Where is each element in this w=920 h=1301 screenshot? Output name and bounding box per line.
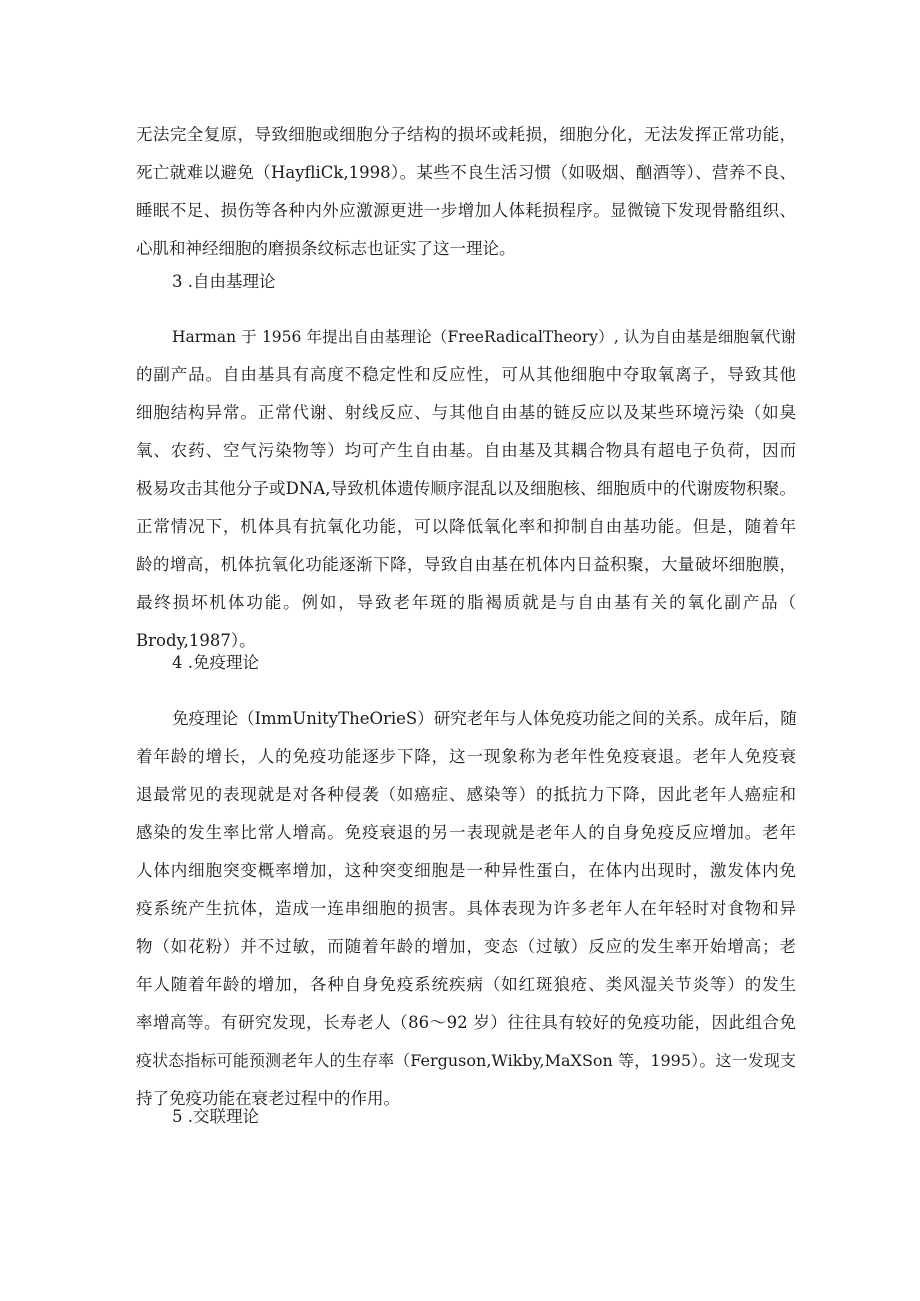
text-line: 年人随着年龄的增加，各种自身免疫系统疾病（如红斑狼疮、类风湿关节炎等）的发生 [136,975,796,994]
section-heading-free-radical: 3 .自由基理论 [172,272,276,291]
text-line: 免疫理论（ImmUnityTheOrieS）研究老年与人体免疫功能之间的关系。成年后，随 [172,709,797,728]
text-line: 心肌和神经细胞的磨损条纹标志也证实了这一理论。 [136,239,516,258]
text-line: 死亡就难以避免（HayfliCk,1998）。某些不良生活习惯（如吸烟、酗酒等）、营养不良、 [136,163,796,182]
text-line: 睡眠不足、损伤等各种内外应激源更进一步增加人体耗损程序。显微镜下发现骨骼组织、 [136,201,796,220]
text-line: Harman 于 1956 年提出自由基理论（FreeRadicalTheory）, 认为自由基是细胞氧代谢 [172,328,796,346]
text-line: 持了免疫功能在衰老过程中的作用。 [136,1089,400,1108]
text-line: 疫状态指标可能预测老年人的生存率（Ferguson,Wikby,MaXSon 等，1995）。这一发现支 [136,1051,796,1070]
section-heading-crosslink: 5 .交联理论 [172,1107,259,1126]
text-line: 龄的增高，机体抗氧化功能逐渐下降，导致自由基在机体内日益积聚，大量破坏细胞膜， [136,555,796,574]
text-line: 着年龄的增长，人的免疫功能逐步下降，这一现象称为老年性免疫衰退。老年人免疫衰 [136,747,796,766]
text-line: 最终损坏机体功能。例如，导致老年斑的脂褐质就是与自由基有关的氧化副产品（ [136,593,796,612]
text-line: 退最常见的表现就是对各种侵袭（如癌症、感染等）的抵抗力下降，因此老年人癌症和 [136,785,796,804]
text-line: 细胞结构异常。正常代谢、射线反应、与其他自由基的链反应以及某些环境污染（如臭 [136,403,796,422]
paragraph-immune-theory [136,700,796,1118]
text-line: 的副产品。自由基具有高度不稳定性和反应性，可从其他细胞中夺取氧离子，导致其他 [136,365,796,384]
text-line: Brody,1987）。 [136,631,256,650]
text-line: 感染的发生率比常人增高。免疫衰退的另一表现就是老年人的自身免疫反应增加。老年 [136,823,796,842]
text-line: 人体内细胞突变概率增加，这种突变细胞是一种异性蛋白，在体内出现时，激发体内免 [136,861,796,880]
text-line: 疫系统产生抗体，造成一连串细胞的损害。具体表现为许多老年人在年轻时对食物和异 [136,899,796,918]
section-heading-immune: 4 .免疫理论 [172,653,259,672]
text-line: 正常情况下，机体具有抗氧化功能，可以降低氧化率和抑制自由基功能。但是，随着年 [136,517,796,536]
paragraph-free-radical-theory [136,318,796,660]
text-line: 物（如花粉）并不过敏，而随着年龄的增加，变态（过敏）反应的发生率开始增高；老 [136,937,796,956]
text-line: 极易攻击其他分子或DNA,导致机体遗传顺序混乱以及细胞核、细胞质中的代谢废物积聚。 [136,479,796,498]
text-line: 率增高等。有研究发现，长寿老人（86～92 岁）往往具有较好的免疫功能，因此组合免 [136,1013,796,1032]
paragraph-wear-theory [136,116,796,268]
text-line: 氧、农药、空气污染物等）均可产生自由基。自由基及其耦合物具有超电子负荷，因而 [136,441,796,460]
text-line: 无法完全复原，导致细胞或细胞分子结构的损坏或耗损，细胞分化，无法发挥正常功能， [136,125,796,144]
